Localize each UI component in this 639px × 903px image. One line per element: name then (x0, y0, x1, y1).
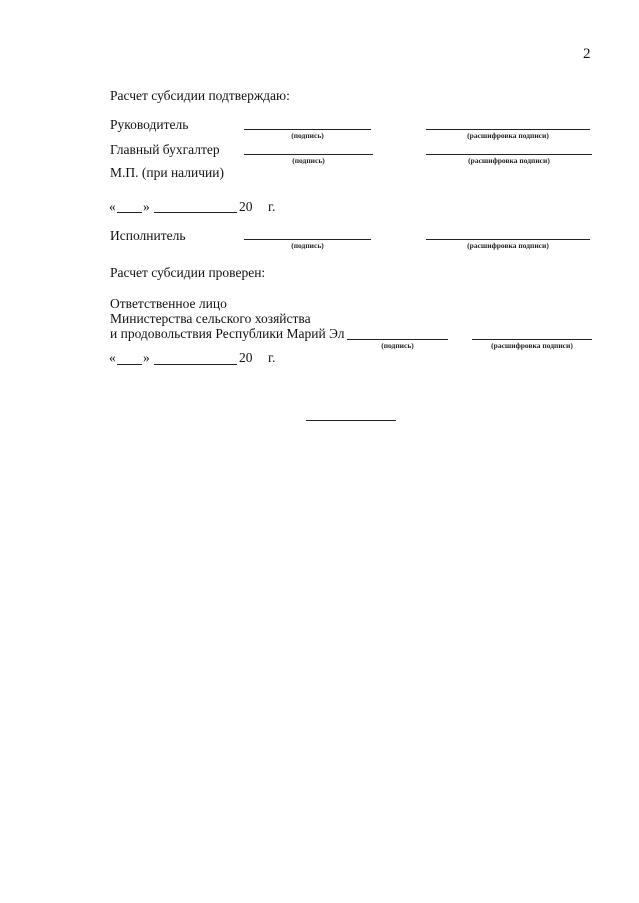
date-close-quote: » (143, 199, 150, 214)
responsible-line-1: Ответственное лицо (110, 296, 227, 311)
date-year-prefix: 20 (239, 199, 253, 214)
executor-signature-line (244, 239, 371, 240)
executor-signature-caption: (подпись) (291, 241, 324, 250)
date-month-blank (154, 212, 237, 213)
date-open-quote: « (109, 199, 116, 214)
chief-accountant-signature-line (244, 154, 373, 155)
executor-decryption-caption: (расшифровка подписи) (467, 241, 549, 250)
confirm-heading: Расчет субсидии подтверждаю: (110, 88, 290, 103)
responsible-line-2: Министерства сельского хозяйства (110, 311, 311, 326)
responsible-line-3: и продовольствия Республики Марий Эл (110, 326, 345, 341)
executor-decryption-line (426, 239, 590, 240)
head-signature-line (244, 129, 371, 130)
document-end-separator (306, 420, 396, 421)
executor-label: Исполнитель (110, 228, 186, 243)
responsible-signature-line (347, 339, 448, 340)
responsible-signature-caption: (подпись) (381, 341, 414, 350)
chief-accountant-decryption-line (426, 154, 592, 155)
chief-accountant-label: Главный бухгалтер (110, 142, 220, 157)
page-number: 2 (583, 46, 591, 62)
date2-open-quote: « (109, 350, 116, 365)
date2-month-blank (154, 364, 237, 365)
date2-day-blank (117, 364, 142, 365)
date-year-suffix: г. (268, 199, 276, 214)
date2-close-quote: » (143, 350, 150, 365)
chief-accountant-signature-caption: (подпись) (292, 156, 325, 165)
head-decryption-caption: (расшифровка подписи) (467, 131, 549, 140)
chief-accountant-decryption-caption: (расшифровка подписи) (468, 156, 550, 165)
stamp-label: М.П. (при наличии) (110, 165, 224, 180)
responsible-decryption-caption: (расшифровка подписи) (491, 341, 573, 350)
date-day-blank (117, 212, 142, 213)
head-decryption-line (426, 129, 590, 130)
head-signature-caption: (подпись) (291, 131, 324, 140)
responsible-decryption-line (472, 339, 592, 340)
date2-year-suffix: г. (268, 350, 276, 365)
head-label: Руководитель (110, 117, 189, 132)
date2-year-prefix: 20 (239, 350, 253, 365)
checked-heading: Расчет субсидии проверен: (110, 265, 266, 280)
